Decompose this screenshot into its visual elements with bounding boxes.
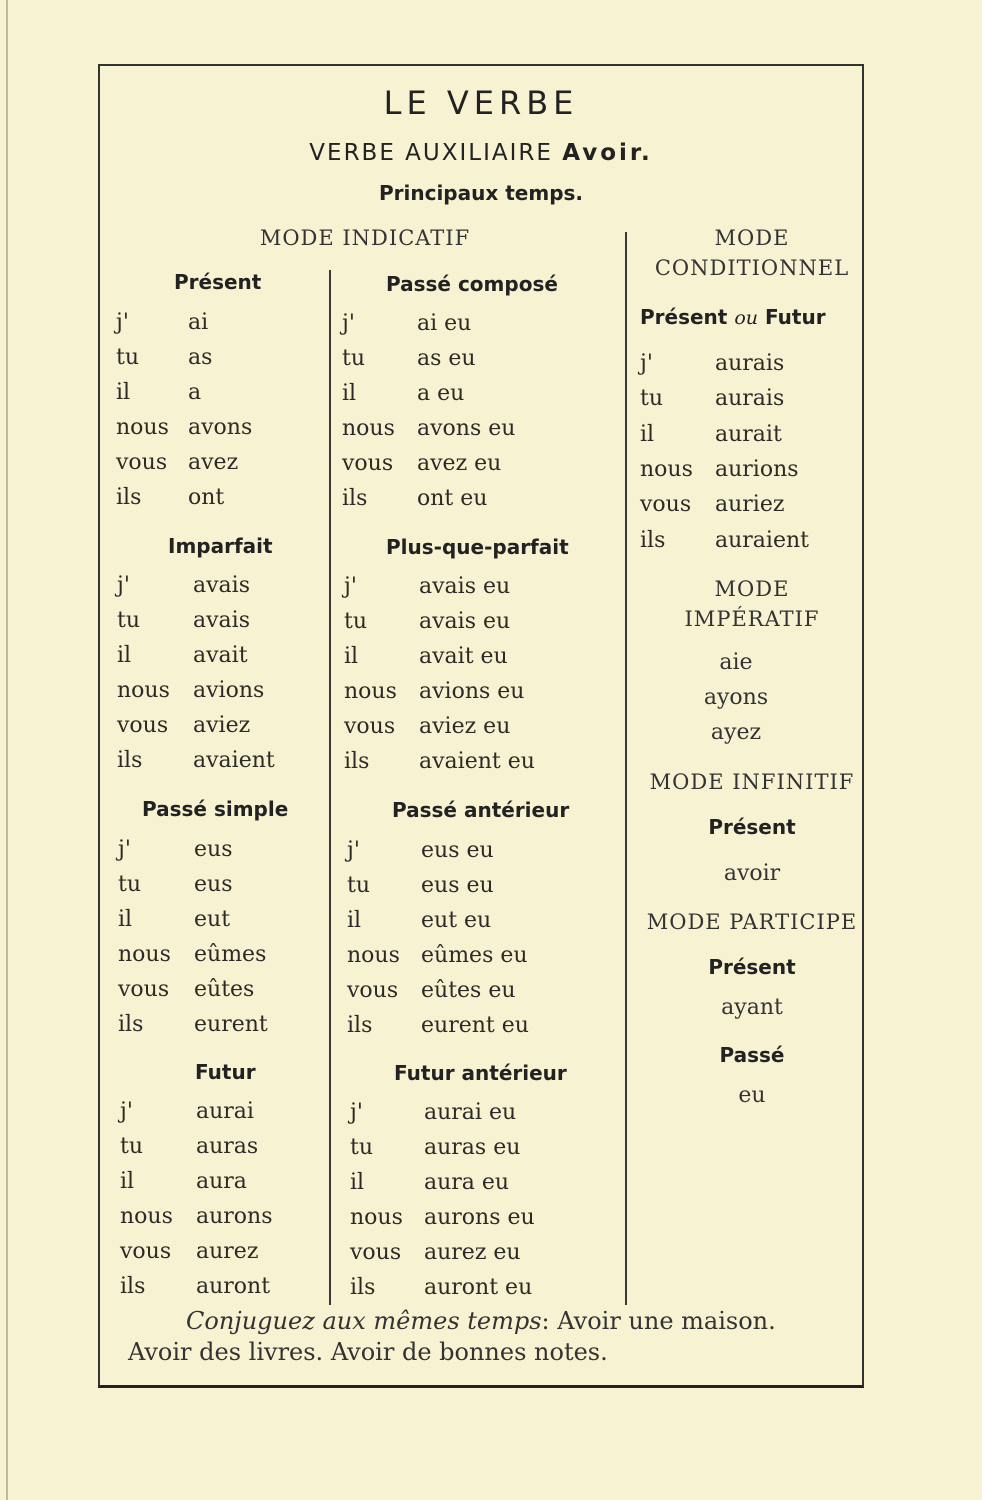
verb-form: aurez xyxy=(196,1239,259,1264)
verb-form: avez xyxy=(188,450,239,475)
participe-present-title: Présent xyxy=(708,955,796,979)
mode-imperatif-label-2: IMPÉRATIF xyxy=(684,607,820,631)
pronoun: nous xyxy=(117,678,170,703)
verb-form: eut eu xyxy=(421,908,492,933)
subtitle-verb: Avoir. xyxy=(562,140,653,166)
verb-form: ai xyxy=(188,310,209,335)
verb-form: avez eu xyxy=(417,451,502,476)
pronoun: ils xyxy=(342,486,368,511)
verb-form: eus eu xyxy=(421,873,494,898)
pronoun: tu xyxy=(640,386,664,412)
tense-futur-title: Futur xyxy=(195,1060,256,1084)
verb-form: aurai eu xyxy=(424,1100,517,1125)
pronoun: tu xyxy=(350,1135,374,1160)
verb-form: eûmes xyxy=(194,942,267,967)
pronoun: nous xyxy=(344,679,397,704)
pronoun: tu xyxy=(117,608,141,633)
pronoun: tu xyxy=(116,345,140,370)
verb-form: aurait xyxy=(715,421,782,447)
pronoun: j' xyxy=(116,310,129,335)
tense-passe-simple-title: Passé simple xyxy=(142,797,289,821)
mode-indicatif-label: MODE INDICATIF xyxy=(259,226,471,250)
pronoun: vous xyxy=(347,978,399,1003)
verb-form: eurent xyxy=(194,1012,268,1037)
verb-form: aurons eu xyxy=(424,1205,535,1230)
pronoun: j' xyxy=(120,1099,133,1124)
subtitle-prefix: VERBE AUXILIAIRE xyxy=(309,140,553,166)
subtitle xyxy=(98,140,864,166)
verb-form: eûmes eu xyxy=(421,943,528,968)
exercise-colon: : xyxy=(541,1307,550,1335)
verb-form: eus xyxy=(194,872,233,897)
imperatif-form: ayons xyxy=(703,685,769,710)
pronoun: il xyxy=(342,381,357,406)
page-title: LE VERBE xyxy=(383,84,579,122)
conditionnel-tense-title xyxy=(640,305,826,329)
mode-conditionnel-label-2: CONDITIONNEL xyxy=(654,256,850,280)
verb-form: ai eu xyxy=(417,311,472,336)
verb-form: as xyxy=(188,345,213,370)
pronoun: ils xyxy=(347,1013,373,1038)
verb-form: aura xyxy=(196,1169,247,1194)
verb-form: auront xyxy=(196,1274,271,1299)
conditionnel-tense-ou: ou xyxy=(734,307,759,329)
verb-form: as eu xyxy=(417,346,476,371)
pronoun: j' xyxy=(347,838,360,863)
tense-imparfait-title: Imparfait xyxy=(168,534,273,558)
pronoun: vous xyxy=(344,714,396,739)
verb-form: avais eu xyxy=(419,609,511,634)
infinitif-tense-title: Présent xyxy=(708,815,796,839)
pronoun: nous xyxy=(342,416,395,441)
exercise-instruction: Conjuguez aux mêmes temps xyxy=(186,1307,542,1335)
verb-form: aurais xyxy=(715,351,785,376)
column-divider-left xyxy=(329,270,331,1305)
pronoun: vous xyxy=(118,977,170,1002)
pronoun: ils xyxy=(640,527,666,553)
verb-form: avais xyxy=(193,608,250,633)
pronoun: ils xyxy=(344,749,370,774)
pronoun: il xyxy=(640,421,655,447)
verb-form: eus eu xyxy=(421,838,494,863)
verb-form: avions eu xyxy=(419,679,525,704)
participe-passe-form: eu xyxy=(738,1083,766,1108)
verb-form: auront eu xyxy=(424,1275,533,1300)
verb-form: avais xyxy=(193,573,250,598)
verb-form: aviez xyxy=(193,713,251,738)
mode-infinitif-label: MODE INFINITIF xyxy=(649,770,855,794)
conditionnel-tense-a: Présent xyxy=(640,305,728,329)
pronoun: il xyxy=(116,380,131,405)
verb-form: aura eu xyxy=(424,1170,510,1195)
pronoun: vous xyxy=(350,1240,402,1265)
pronoun: ils xyxy=(350,1275,376,1300)
pronoun: tu xyxy=(342,346,366,371)
pronoun: vous xyxy=(117,713,169,738)
pronoun: nous xyxy=(118,942,171,967)
pronoun: il xyxy=(344,644,359,669)
verb-form: a eu xyxy=(417,381,465,406)
pronoun: vous xyxy=(342,451,394,476)
verb-form: eurent eu xyxy=(421,1013,529,1038)
pronoun: vous xyxy=(640,492,692,518)
imperatif-form: ayez xyxy=(710,720,762,745)
tense-plus-que-parfait-title: Plus-que-parfait xyxy=(386,535,569,559)
verb-form: aviez eu xyxy=(419,714,511,739)
verb-form: aurions xyxy=(715,456,799,482)
verb-form: avons xyxy=(188,415,253,440)
pronoun: j' xyxy=(640,351,653,376)
infinitif-form: avoir xyxy=(723,861,781,886)
pronoun: j' xyxy=(344,574,357,599)
verb-form: eus xyxy=(194,837,233,862)
verb-form: eûtes eu xyxy=(421,978,516,1003)
pronoun: nous xyxy=(350,1205,403,1230)
exercise-line1: Avoir une maison. xyxy=(549,1307,776,1335)
pronoun: ils xyxy=(118,1012,144,1037)
column-divider-right xyxy=(625,232,627,1305)
verb-form: auriez xyxy=(715,492,785,518)
participe-present-form: ayant xyxy=(721,995,783,1020)
pronoun: nous xyxy=(640,456,693,482)
exercise-line2: Avoir des livres. Avoir de bonnes notes. xyxy=(128,1338,608,1366)
pronoun: tu xyxy=(344,609,368,634)
verb-form: avons eu xyxy=(417,416,516,441)
pronoun: il xyxy=(350,1170,365,1195)
principaux-temps: Principaux temps. xyxy=(378,181,584,205)
verb-form: eut xyxy=(194,907,231,932)
verb-form: avait eu xyxy=(419,644,508,669)
verb-form: auraient xyxy=(715,527,809,553)
pronoun: ils xyxy=(117,748,143,773)
conditionnel-tense-b: Futur xyxy=(764,305,826,329)
pronoun: ils xyxy=(116,485,142,510)
verb-form: auras xyxy=(196,1134,259,1159)
exercise-text xyxy=(128,1306,864,1368)
pronoun: il xyxy=(117,643,132,668)
pronoun: nous xyxy=(347,943,400,968)
verb-form: avaient eu xyxy=(419,749,535,774)
mode-imperatif-label-1: MODE xyxy=(714,577,790,601)
mode-conditionnel-label-1: MODE xyxy=(714,226,790,250)
verb-form: avions xyxy=(193,678,265,703)
verb-form: aurai xyxy=(196,1099,254,1124)
tense-passe-compose-title: Passé composé xyxy=(386,272,558,296)
pronoun: tu xyxy=(120,1134,144,1159)
pronoun: tu xyxy=(118,872,142,897)
tense-futur-anterieur-title: Futur antérieur xyxy=(394,1061,567,1085)
mode-participe-label: MODE PARTICIPE xyxy=(646,910,858,934)
pronoun: vous xyxy=(116,450,168,475)
pronoun: il xyxy=(120,1169,135,1194)
page-edge xyxy=(6,0,8,1500)
tense-passe-anterieur-title: Passé antérieur xyxy=(392,798,570,822)
pronoun: nous xyxy=(120,1204,173,1229)
pronoun: j' xyxy=(342,311,355,336)
imperatif-form: aie xyxy=(719,650,753,675)
pronoun: j' xyxy=(117,573,130,598)
pronoun: il xyxy=(347,908,362,933)
verb-form: ont xyxy=(188,485,225,510)
verb-form: avais eu xyxy=(419,574,511,599)
verb-form: a xyxy=(188,380,202,405)
pronoun: ils xyxy=(120,1274,146,1299)
participe-passe-title: Passé xyxy=(719,1043,785,1067)
verb-form: aurais xyxy=(715,386,785,412)
pronoun: j' xyxy=(350,1100,363,1125)
verb-form: avaient xyxy=(193,748,275,773)
pronoun: nous xyxy=(116,415,169,440)
tense-present-title: Présent xyxy=(174,270,262,294)
verb-form: ont eu xyxy=(417,486,488,511)
verb-form: avait xyxy=(193,643,248,668)
pronoun: j' xyxy=(118,837,131,862)
pronoun: il xyxy=(118,907,133,932)
verb-form: aurez eu xyxy=(424,1240,521,1265)
verb-form: auras eu xyxy=(424,1135,521,1160)
pronoun: tu xyxy=(347,873,371,898)
verb-form: eûtes xyxy=(194,977,255,1002)
verb-form: aurons xyxy=(196,1204,273,1229)
pronoun: vous xyxy=(120,1239,172,1264)
